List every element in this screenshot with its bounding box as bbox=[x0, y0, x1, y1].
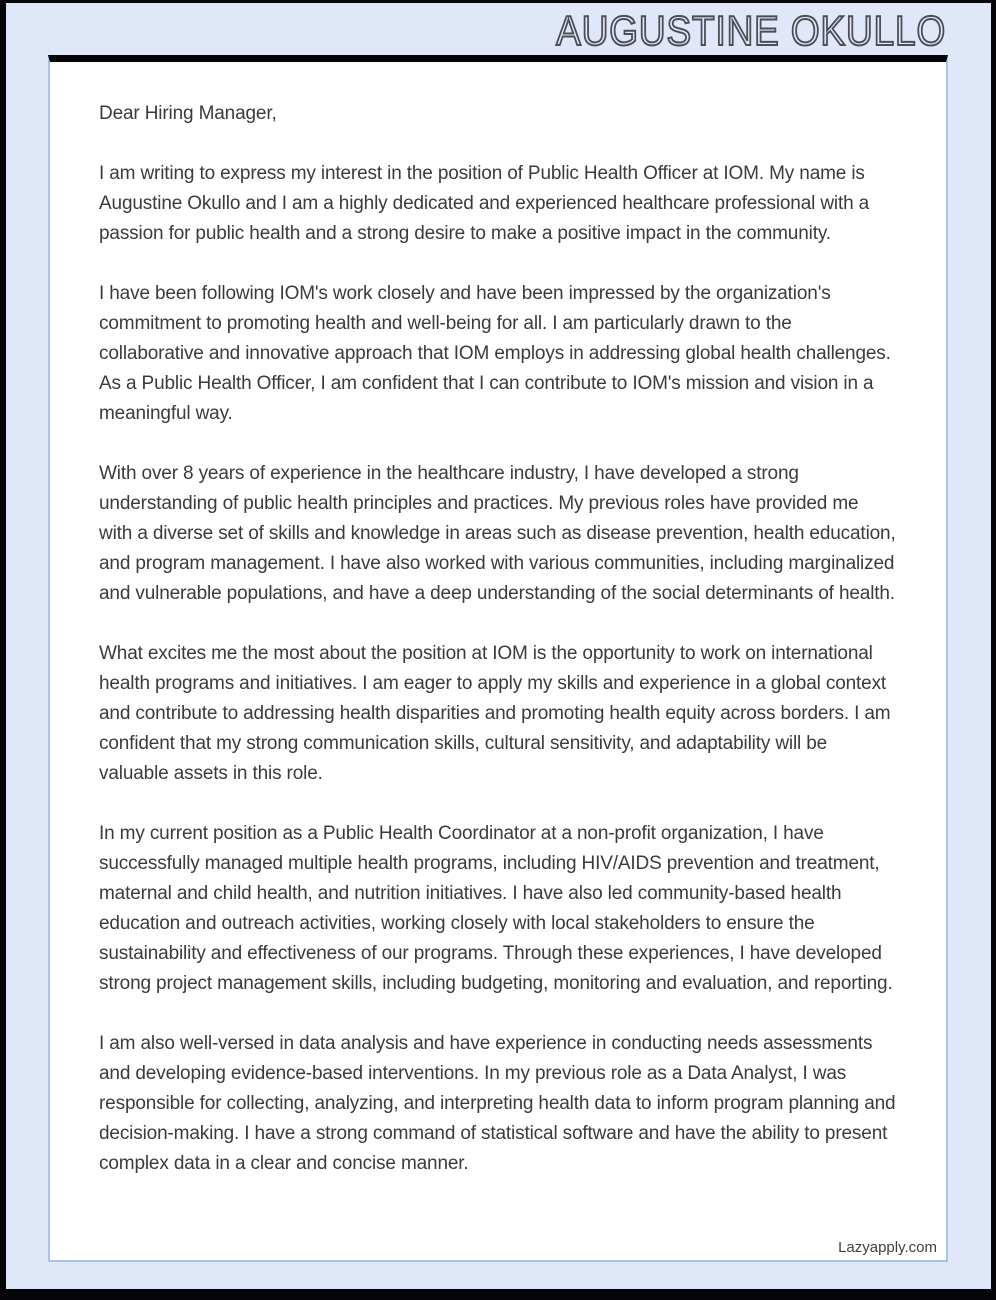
letter-paragraph: With over 8 years of experience in the healthcare industry, I have developed a strong understanding of public health principles and practices. My previous roles have provided me with a diverse set of skills and knowledge in areas such as disease prevention, health education, and program management. I have also worked with various communities, including marginalized and vulnerable populations, and have a deep understanding of the social determinants of health. bbox=[99, 463, 896, 604]
header-name: AUGUSTINE OKULLO bbox=[556, 7, 946, 54]
letter-paragraph: I am writing to express my interest in the position of Public Health Officer at IOM. My name is Augustine Okullo and I am a highly dedicated and experienced healthcare professional with a passion for public health and a strong desire to make a positive impact in the community. bbox=[99, 163, 870, 244]
letter-body bbox=[99, 99, 896, 1179]
letter-paragraph: I am also well-versed in data analysis and have experience in conducting needs assessments and developing evidence-based interventions. In my previous role as a Data Analyst, I was responsible for collecting, analyzing, and interpreting health data to inform program planning and decision-making. I have a strong command of statistical software and have the ability to present complex data in a clear and concise manner. bbox=[99, 1033, 896, 1174]
letter-page bbox=[48, 55, 948, 1262]
letter-paragraph: In my current position as a Public Health Coordinator at a non-profit organization, I have successfully managed multiple health programs, including HIV/AIDS prevention and treatment, maternal and child health, and nutrition initiatives. I have also led community-based health education and outreach activities, working closely with local stakeholders to ensure the sustainability and effectiveness of our programs. Through these experiences, I have developed strong project management skills, including budgeting, monitoring and evaluation, and reporting. bbox=[99, 823, 893, 994]
salutation: Dear Hiring Manager, bbox=[99, 103, 277, 124]
letter-paragraph: What excites me the most about the position at IOM is the opportunity to work on international health programs and initiatives. I am eager to apply my skills and experience in a global context and contribute to addressing health disparities and promoting health equity across borders. I am confident that my strong communication skills, cultural sensitivity, and adaptability will be valuable assets in this role. bbox=[99, 643, 891, 784]
letter-paragraph: I have been following IOM's work closely and have been impressed by the organization's commitment to promoting health and well-being for all. I am particularly drawn to the collaborative and innovative approach that IOM employs in addressing global health challenges. As a Public Health Officer, I am confident that I can contribute to IOM's mission and vision in a meaningful way. bbox=[99, 283, 891, 424]
lazyapply-watermark: Lazyapply.com bbox=[838, 1239, 937, 1256]
